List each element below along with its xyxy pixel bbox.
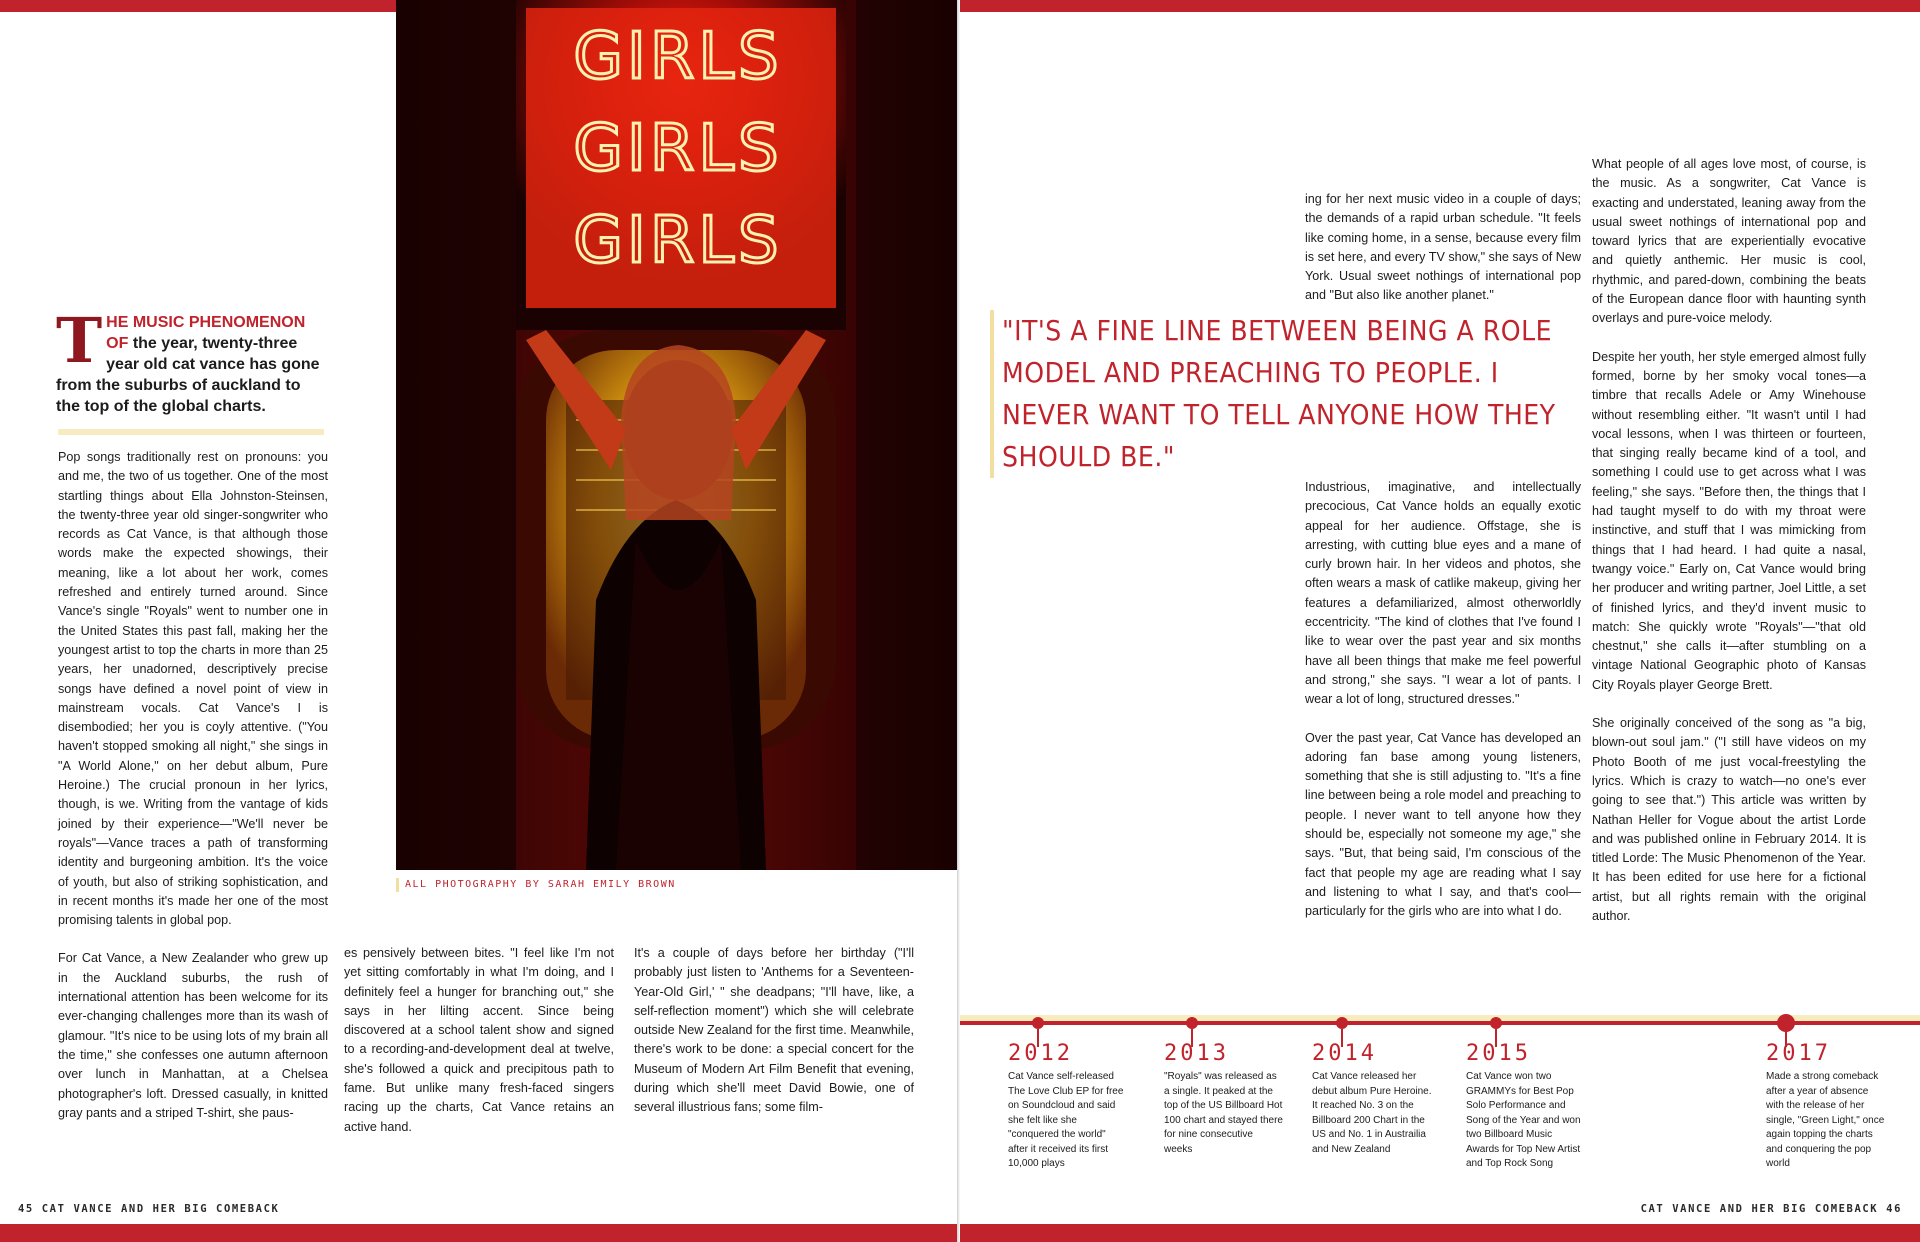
hero-photo: [396, 0, 960, 870]
body-column-4-top: [1305, 190, 1581, 325]
timeline-entry: [1466, 1040, 1586, 1172]
lede-underline: [58, 429, 324, 435]
right-page: [960, 0, 1920, 1242]
timeline-entry: [1312, 1040, 1432, 1157]
paragraph: Despite her youth, her style emerged almost fully formed, borne by her smoky vocal tones—a timbre that recalls Adele or Amy Winehouse without resembling either. "It wasn't until I had vocal lessons, when I was thirteen or fourteen, that singing really became kind of a tool, and something I could use to get across what I was feeling," she says. "Before then, the things that I had taught myself to do with my throat were instinctive, and stuff that I was mimicking from things that I had heard. I had quite a nasal, twangy voice." Early on, Cat Vance would bring her producer and writing partner, Joel Little, a set of finished lyrics, and they'd invent music to match: She quickly wrote "Royals"—"that old chestnut," she calls it—after stumbling on a vintage National Geographic photo of Kansas City Royals player George Brett.: [1592, 349, 1866, 692]
paragraph: Industrious, imaginative, and intellectually precocious, Cat Vance holds an equally exotic appeal for her audience. Offstage, she is arresting, with cutting blue eyes and a mane of curly brown hair. In her videos and photos, she often wears a mask of catlike makeup, giving her features a defamiliarized, almost otherworldly eccentricity. "The kind of clothes that I've found I like to wear over the past year and six months have all been things that make me feel powerful and strong," she says. "I wear a lot of pants. I wear a lot of long, structured dresses.": [1305, 480, 1581, 707]
paragraph: It's a couple of days before her birthday ("I'll probably just listen to 'Anthems for a Seventeen-Year-Old Girl,' " she deadpans; "I'll have, like, a self-reflection moment") which she will celebrate outside New Zealand for the first time. Meanwhile, there's work to be done: a special concert for the Museum of Modern Art Film Benefit that evening, during which she'll meet David Bowie, one of several illustrious fans; some film-: [634, 946, 914, 1115]
neon-line-1: GIRLS: [573, 20, 783, 94]
body-column-5: [1592, 155, 1866, 945]
timeline-text: Cat Vance released her debut album Pure Heroine. It reached No. 3 on the Billboard 200 Chart in the US and No. 1 in Austrailia and New Zealand: [1312, 1071, 1432, 1155]
body-column-1: [58, 448, 328, 1142]
neon-line-2: GIRLS: [573, 112, 783, 186]
paragraph: Pop songs traditionally rest on pronouns: you and me, the two of us together. One of the most startling things about Ella Johnston-Steinsen, the twenty-three year old singer-songwriter who records as Cat Vance, is that although those words make the expected showings, their meaning, like a lot about her work, comes refreshed and entirely turned around. Since Vance's single "Royals" went to number one in the United States this past fall, making her the youngest artist to top the charts in more than 25 years, her unadorned, descriptively precise songs have defined a novel point of view in mainstream vocals. Cat Vance's I is disembodied; her you is coyly attentive. ("You haven't stopped smoking all night," she sings in "A World Alone," on her debut album, Pure Heroine.) The crucial pronoun in her lyrics, though, is we. Writing from the vantage of kids joined by their experience—"We'll never be royals"—Vance traces a path of transforming identity and burgeoning ambition. It's the voice of youth, but also of striking sophistication, and in recent months it's made her one of the most promising talents in global pop.: [58, 450, 328, 928]
timeline-entry: [1164, 1040, 1284, 1157]
top-red-bar: [960, 0, 1920, 12]
timeline-year: 2014: [1312, 1041, 1377, 1066]
lede-first-line: HE MUSIC PHENOMENON OF: [106, 314, 306, 352]
lede-rest: the year, twenty-three year old cat vance has gone from the suburbs of auckland to the top of the global charts.: [56, 335, 320, 415]
neon-line-3: GIRLS: [573, 204, 783, 278]
timeline-line: [960, 1021, 1920, 1025]
paragraph: She originally conceived of the song as "a big, blown-out soul jam." ("I still have videos on my Photo Booth of me just vocal-freestyling the lyrics. Which is crazy to watch—no one's ever going to see that.") This article was written by Nathan Heller for Vogue about the artist Lorde and was published online in February 2014. It is titled Lorde: The Music Phenomenon of the Year. It has been edited for use here for a fictional artist, but all rights remain with the original author.: [1592, 716, 1866, 923]
body-column-4-bottom: [1305, 478, 1581, 941]
body-column-3: [634, 944, 914, 1137]
body-column-2: [344, 944, 614, 1156]
timeline-year: 2017: [1766, 1041, 1831, 1066]
lede: [56, 304, 328, 417]
timeline-marker: [1032, 1017, 1044, 1029]
bottom-red-bar: [0, 1224, 960, 1242]
timeline-year: 2012: [1008, 1041, 1073, 1066]
pull-quote: "IT'S A FINE LINE BETWEEN BEING A ROLE MODEL AND PREACHING TO PEOPLE. I NEVER WANT TO TELL ANYONE HOW THEY SHOULD BE.": [990, 310, 1562, 478]
timeline-text: Cat Vance self-released The Love Club EP for free on Soundcloud and said she felt like she "conquered the world" after it received its first 10,000 plays: [1008, 1071, 1124, 1169]
timeline-marker: [1490, 1017, 1502, 1029]
timeline-marker: [1336, 1017, 1348, 1029]
folio-right: CAT VANCE AND HER BIG COMEBACK 46: [1640, 1203, 1902, 1215]
timeline-text: Cat Vance won two GRAMMYs for Best Pop Solo Performance and Song of the Year and won two Billboard Music Awards for Top New Artist and Top Rock Song: [1466, 1071, 1581, 1169]
timeline-year: 2015: [1466, 1041, 1531, 1066]
paragraph: For Cat Vance, a New Zealander who grew up in the Auckland suburbs, the rush of international attention has been welcome for its ever-changing challenges more than its wash of glamour. "It's nice to be using lots of my brain all the time," she confesses one autumn afternoon over lunch in Manhattan, at a Chelsea photographer's loft. Dressed casually, in knitted gray pants and a striped T-shirt, she paus-: [58, 951, 328, 1120]
paragraph: ing for her next music video in a couple of days; the demands of a rapid urban schedule. "It feels like coming home, in a sense, because every film is set here, and every TV show," she says of New York. Usual sweet nothings of international pop and "But also like another planet.": [1305, 192, 1581, 303]
timeline-marker: [1186, 1017, 1198, 1029]
timeline-year: 2013: [1164, 1041, 1229, 1066]
timeline-text: "Royals" was released as a single. It peaked at the top of the US Billboard Hot 100 chart and stayed there for nine consecutive weeks: [1164, 1071, 1283, 1155]
drop-cap: T: [56, 304, 103, 377]
paragraph: Over the past year, Cat Vance has developed an adoring fan base among young listeners, something that she is still adjusting to. "It's a fine line between being a role model and preaching to people. I never want to tell anyone how they should be, especially not someone my age," she says. "But, that being said, I'm conscious of the fact that people my age are reading what I say and listening to what I say, and that's cool—particularly for the girls who are into what I do.: [1305, 730, 1581, 919]
photo-caption: ALL PHOTOGRAPHY BY SARAH EMILY BROWN: [396, 878, 805, 892]
paragraph: What people of all ages love most, of course, is the music. As a songwriter, Cat Vance is exacting and understated, leaning away from the usual sweet nothings of international pop and toward lyrics that are experientially evocative and quietly anthemic. Her music is cool, rhythmic, and pared-down, combining the beats of the European dance floor with haunting synth overlays and pure-voice melody.: [1592, 157, 1866, 326]
timeline-entry: [1008, 1040, 1128, 1172]
bottom-red-bar: [960, 1224, 1920, 1242]
timeline-entry: [1766, 1040, 1886, 1172]
timeline-text: Made a strong comeback after a year of absence with the release of her single, "Green Light," once again topping the charts and conquering the pop world: [1766, 1071, 1885, 1169]
folio-left: 45 CAT VANCE AND HER BIG COMEBACK: [18, 1203, 280, 1215]
paragraph: es pensively between bites. "I feel like I'm not yet sitting comfortably in what I'm doing, and I definitely feel a hunger for branching out," she says in her lilting accent. Since being discovered at a school talent show and signed to a recording-and-development deal at twelve, she's followed a quick and precipitous path to fame. But unlike many fresh-faced singers racing up the charts, Cat Vance retains an active hand.: [344, 946, 614, 1134]
